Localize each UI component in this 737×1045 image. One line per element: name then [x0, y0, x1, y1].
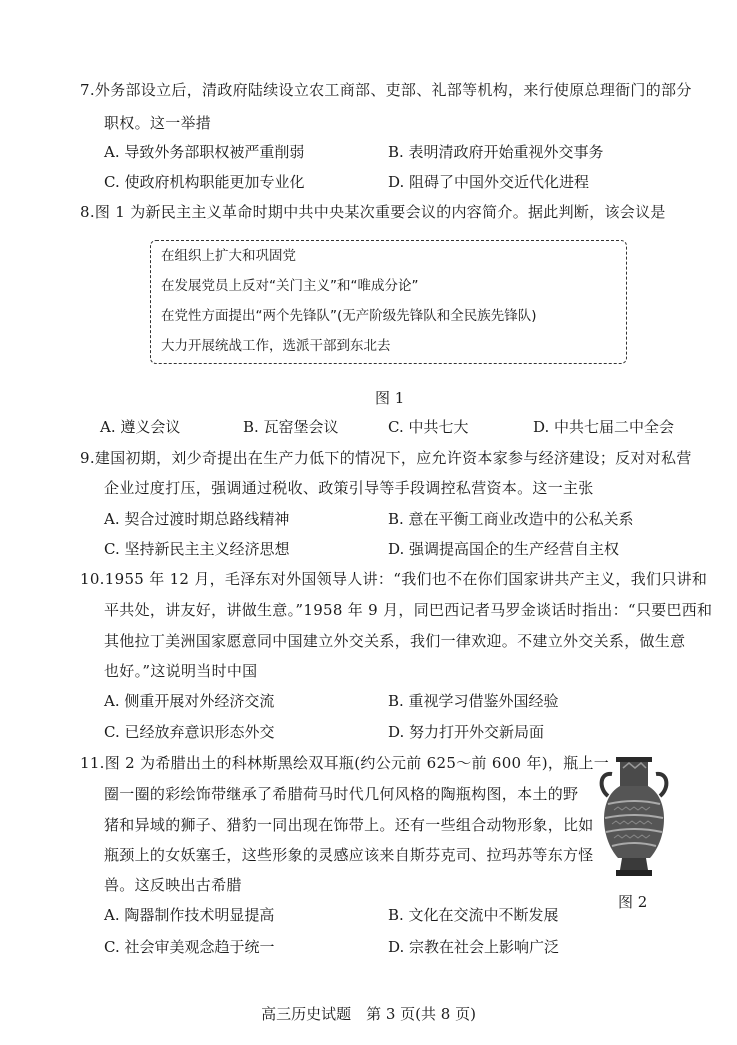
figure-1-box: [150, 240, 627, 364]
corinthian-amphora-image: [592, 754, 676, 884]
figure-1-line-1: 在组织上扩大和巩固党: [161, 248, 296, 264]
q11-stem-line-5: 兽。这反映出古希腊: [104, 876, 242, 894]
q11-option-d: D. 宗教在社会上影响广泛: [388, 938, 560, 956]
q8-option-c: C. 中共七大: [388, 418, 469, 436]
q9-stem-line-2: 企业过度打压，强调通过税收、政策引导等手段调控私营资本。这一主张: [104, 479, 594, 497]
q10-stem-line-2: 平共处，讲友好，讲做生意。”1958 年 9 月，同巴西记者马罗金谈话时指出：“只要巴西和: [104, 601, 713, 619]
q8-option-b: B. 瓦窑堡会议: [243, 418, 339, 436]
q8-option-a: A. 遵义会议: [100, 418, 181, 436]
q9-option-c: C. 坚持新民主主义经济思想: [104, 540, 290, 558]
q10-option-d: D. 努力打开外交新局面: [388, 723, 545, 741]
q7-stem-line-2: 职权。这一举措: [104, 114, 212, 132]
q7-option-d: D. 阻碍了中国外交近代化进程: [388, 173, 590, 191]
q7-option-a: A. 导致外务部职权被严重削弱: [104, 143, 305, 161]
figure-1-line-3: 在党性方面提出“两个先锋队”(无产阶级先锋队和全民族先锋队): [161, 308, 537, 324]
q10-option-c: C. 已经放弃意识形态外交: [104, 723, 275, 741]
q10-stem-line-4: 也好。”这说明当时中国: [104, 662, 258, 680]
figure-2-caption: 图 2: [618, 893, 648, 911]
q10-stem-line-3: 其他拉丁美洲国家愿意同中国建立外交关系，我们一律欢迎。不建立外交关系，做生意: [104, 632, 686, 650]
q11-stem-line-4: 瓶颈上的女妖塞壬，这些形象的灵感应该来自斯芬克司、拉玛苏等东方怪: [104, 846, 594, 864]
q11-stem-line-2: 圈一圈的彩绘饰带继承了希腊荷马时代几何风格的陶瓶构图，本土的野: [104, 785, 579, 803]
q9-option-a: A. 契合过渡时期总路线精神: [104, 510, 290, 528]
q9-stem-line-1: 9.建国初期，刘少奇提出在生产力低下的情况下，应允许资本家参与经济建设；反对对私营: [80, 449, 692, 467]
figure-1-line-4: 大力开展统战工作，选派干部到东北去: [161, 338, 391, 354]
q9-option-b: B. 意在平衡工商业改造中的公私关系: [388, 510, 634, 528]
q7-stem-line-1: 7.外务部设立后，清政府陆续设立农工商部、吏部、礼部等机构，来行使原总理衙门的部分: [80, 81, 692, 99]
q7-option-c: C. 使政府机构职能更加专业化: [104, 173, 305, 191]
q11-option-c: C. 社会审美观念趋于统一: [104, 938, 275, 956]
q9-option-d: D. 强调提高国企的生产经营自主权: [388, 540, 620, 558]
page-footer: 高三历史试题 第 3 页(共 8 页): [261, 1005, 476, 1023]
q11-stem-line-3: 猪和异域的狮子、猎豹一同出现在饰带上。还有一些组合动物形象，比如: [104, 816, 594, 834]
figure-1-caption: 图 1: [375, 389, 405, 407]
q10-option-a: A. 侧重开展对外经济交流: [104, 692, 275, 710]
q11-option-b: B. 文化在交流中不断发展: [388, 906, 559, 924]
q7-option-b: B. 表明清政府开始重视外交事务: [388, 143, 604, 161]
figure-1-line-2: 在发展党员上反对“关门主义”和“唯成分论”: [161, 278, 419, 294]
q10-option-b: B. 重视学习借鉴外国经验: [388, 692, 559, 710]
q10-stem-line-1: 10.1955 年 12 月，毛泽东对外国领导人讲：“我们也不在你们国家讲共产主义，我们只讲和: [80, 570, 708, 588]
q8-option-d: D. 中共七届二中全会: [533, 418, 675, 436]
q11-stem-line-1: 11.图 2 为希腊出土的科林斯黑绘双耳瓶(约公元前 625～前 600 年)，瓶上一: [80, 754, 610, 772]
q11-option-a: A. 陶器制作技术明显提高: [104, 906, 275, 924]
q8-stem: 8.图 1 为新民主主义革命时期中共中央某次重要会议的内容简介。据此判断，该会议是: [80, 203, 666, 221]
